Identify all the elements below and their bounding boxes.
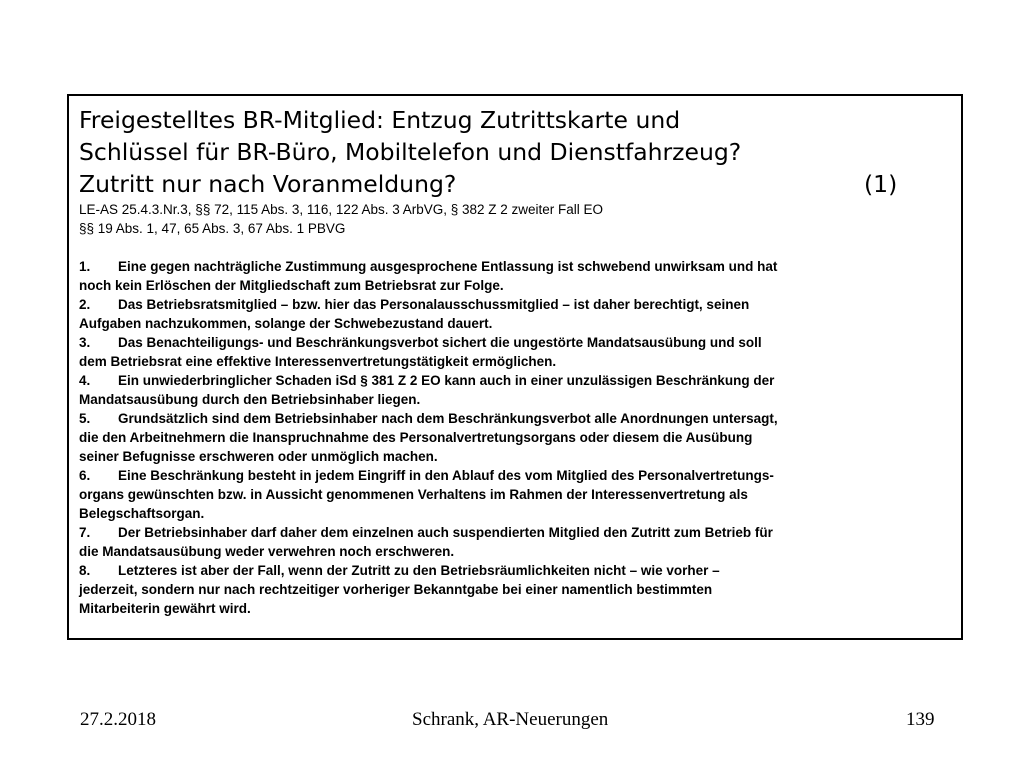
list-item-line: Aufgaben nachzukommen, solange der Schwebezustand dauert. bbox=[79, 316, 493, 331]
list-item bbox=[79, 523, 951, 561]
item-number: 2. bbox=[79, 297, 91, 312]
item-number: 6. bbox=[79, 468, 91, 483]
item-text: Eine gegen nachträgliche Zustimmung ausgesprochene Entlassung ist schwebend unwirksam und hat bbox=[118, 259, 778, 274]
legal-reference-1: LE-AS 25.4.3.Nr.3, §§ 72, 115 Abs. 3, 116, 122 Abs. 3 ArbVG, § 382 Z 2 zweiter Fall EO bbox=[79, 202, 604, 217]
footer-date: 27.2.2018 bbox=[80, 709, 156, 730]
list-item-line: Mandatsausübung durch den Betriebsinhaber liegen. bbox=[79, 392, 421, 407]
list-item-line: dem Betriebsrat eine effektive Interessenvertretungstätigkeit ermöglichen. bbox=[79, 354, 557, 369]
item-text: Ein unwiederbringlicher Schaden iSd § 381 Z 2 EO kann auch in einer unzulässigen Beschränkung der bbox=[118, 373, 775, 388]
list-item-line: organs gewünschten bzw. in Aussicht genommenen Verhaltens im Rahmen der Interessenvertretung als bbox=[79, 487, 748, 502]
item-number: 8. bbox=[79, 563, 91, 578]
title-line-1: Freigestelltes BR-Mitglied: Entzug Zutrittskarte und bbox=[79, 106, 681, 134]
list-item-line bbox=[79, 295, 951, 314]
content-box bbox=[67, 94, 963, 640]
item-number: 1. bbox=[79, 259, 91, 274]
title-number: (1) bbox=[864, 170, 898, 198]
list-item-line: Mitarbeiterin gewährt wird. bbox=[79, 601, 251, 616]
title-line-2: Schlüssel für BR-Büro, Mobiltelefon und Dienstfahrzeug? bbox=[79, 138, 742, 166]
footer-page-number: 139 bbox=[906, 709, 935, 730]
list-item-line: Belegschaftsorgan. bbox=[79, 506, 205, 521]
list-item-line: die Mandatsausübung weder verwehren noch erschweren. bbox=[79, 544, 455, 559]
list-item bbox=[79, 257, 951, 295]
list-item bbox=[79, 333, 951, 371]
item-number: 3. bbox=[79, 335, 91, 350]
list-item bbox=[79, 371, 951, 409]
list-item-line: die den Arbeitnehmern die Inanspruchnahme des Personalvertretungsorgans oder diesem die Ausübung bbox=[79, 430, 753, 445]
list-item bbox=[79, 561, 951, 618]
list-item-line: noch kein Erlöschen der Mitgliedschaft zum Betriebsrat zur Folge. bbox=[79, 278, 504, 293]
list-item-line bbox=[79, 523, 951, 542]
footer-author: Schrank, AR-Neuerungen bbox=[412, 709, 609, 730]
title-line-3-text: Zutritt nur nach Voranmeldung? bbox=[79, 170, 457, 198]
list-item-line: seiner Befugnisse erschweren oder unmöglich machen. bbox=[79, 449, 438, 464]
list-item-line bbox=[79, 466, 951, 485]
list-item bbox=[79, 466, 951, 523]
item-text: Das Benachteiligungs- und Beschränkungsverbot sichert die ungestörte Mandatsausübung und soll bbox=[118, 335, 762, 350]
list-item bbox=[79, 409, 951, 466]
item-text: Der Betriebsinhaber darf daher dem einzelnen auch suspendierten Mitglied den Zutritt zum Betrieb für bbox=[118, 525, 773, 540]
list-item-line bbox=[79, 561, 951, 580]
item-text: Eine Beschränkung besteht in jedem Eingriff in den Ablauf des vom Mitglied des Personalvertretungs- bbox=[118, 468, 774, 483]
list-item-line bbox=[79, 409, 951, 428]
spacer bbox=[79, 238, 951, 257]
title-line-3 bbox=[79, 168, 951, 200]
item-text: Das Betriebsratsmitglied – bzw. hier das Personalausschussmitglied – ist daher berechtigt, seinen bbox=[118, 297, 750, 312]
item-text: Grundsätzlich sind dem Betriebsinhaber nach dem Beschränkungsverbot alle Anordnungen untersagt, bbox=[118, 411, 778, 426]
list-item-line: jederzeit, sondern nur nach rechtzeitiger vorheriger Bekanntgabe bei einer namentlich bestimmten bbox=[79, 582, 713, 597]
legal-reference-2: §§ 19 Abs. 1, 47, 65 Abs. 3, 67 Abs. 1 PBVG bbox=[79, 221, 346, 236]
list-item-line bbox=[79, 333, 951, 352]
item-number: 5. bbox=[79, 411, 91, 426]
item-number: 4. bbox=[79, 373, 91, 388]
numbered-list bbox=[79, 257, 951, 618]
list-item-line bbox=[79, 371, 951, 390]
item-number: 7. bbox=[79, 525, 91, 540]
list-item-line bbox=[79, 257, 951, 276]
item-text: Letzteres ist aber der Fall, wenn der Zutritt zu den Betriebsräumlichkeiten nicht – wie vorher – bbox=[118, 563, 720, 578]
list-item bbox=[79, 295, 951, 333]
